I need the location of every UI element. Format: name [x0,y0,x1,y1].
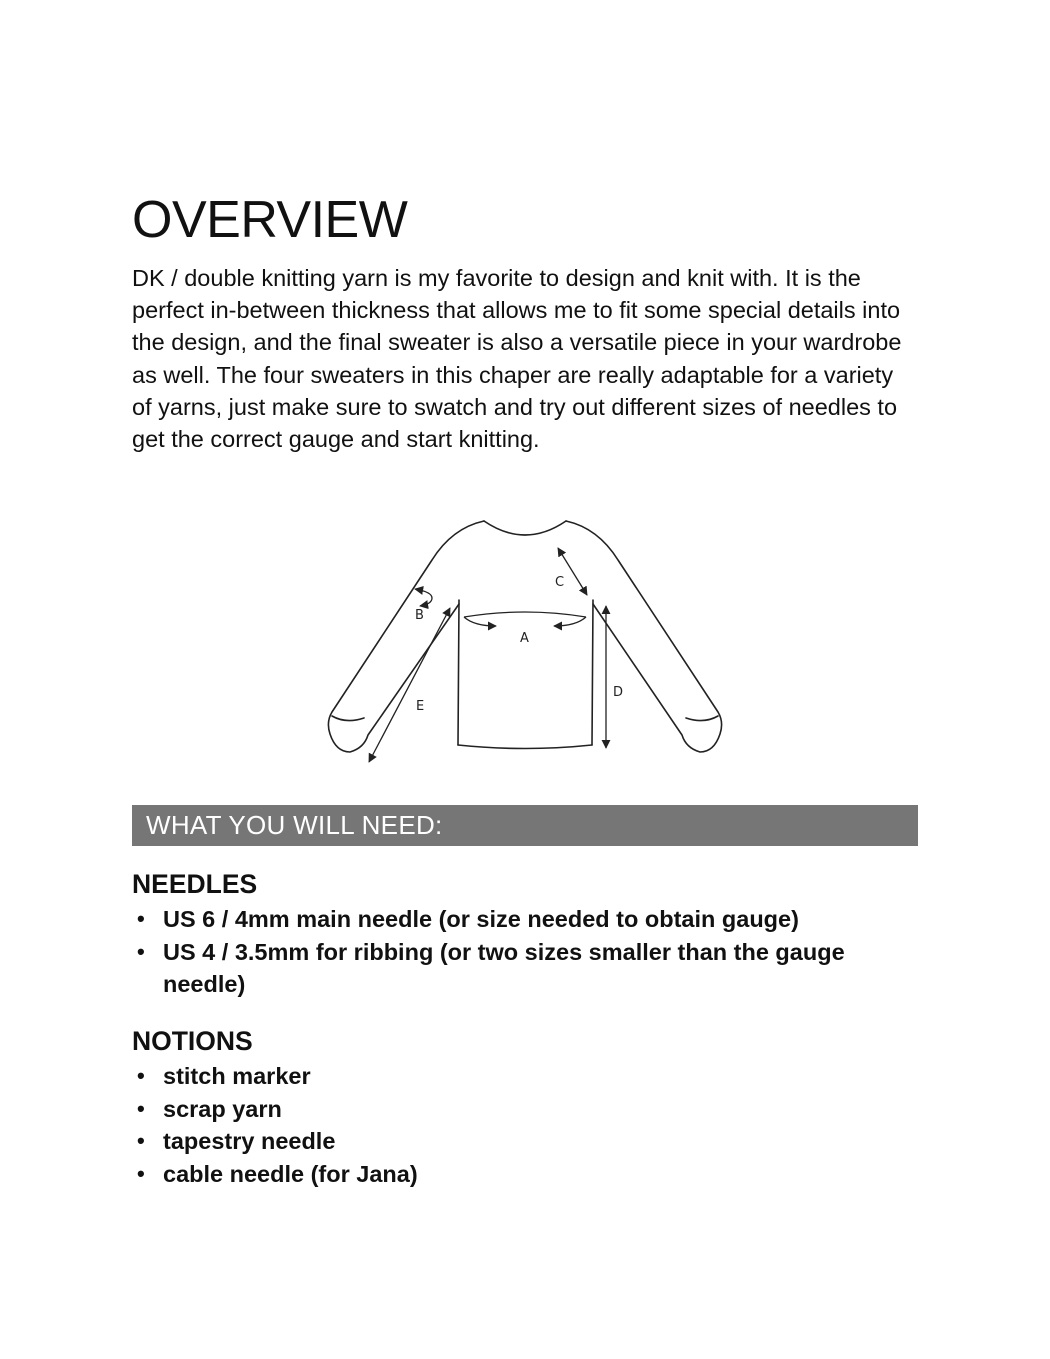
sweater-schematic [322,512,732,772]
label-e: E [416,699,425,714]
list-item: • scrap yarn [163,1093,918,1126]
needles-heading: NEEDLES [132,869,258,899]
neckline [484,521,566,535]
intro-paragraph: DK / double knitting yarn is my favorite to design and knit with. It is the perfect in-between thickness that allows me to fit some special details into the design, and the final sweater is also a versatile piece in your wardrobe as well. The four sweaters in this chaper are really adaptable for a variety of yarns, just make sure to swatch and try out different sizes of needles to get the correct gauge and start knitting. [132,265,902,453]
left-sleeve-outline [328,521,484,752]
list-item: • cable needle (for Jana) [163,1158,918,1191]
body-right-side [592,600,593,745]
label-c: C [555,575,565,590]
notions-list [132,1060,918,1190]
list-item: • tapestry needle [163,1125,918,1158]
right-sleeve-outline [566,521,722,752]
notions-heading: NOTIONS [132,1026,253,1056]
label-d: D [613,685,624,700]
body-hem [458,745,592,749]
body-left-side [458,600,459,745]
notions-section [132,1024,918,1190]
page-title: OVERVIEW [132,191,408,249]
section-bar: WHAT YOU WILL NEED: [132,805,918,846]
arrow-b [415,589,432,606]
list-item: • US 6 / 4mm main needle (or size needed to obtain gauge) [163,903,918,936]
list-item: • stitch marker [163,1060,918,1093]
arrow-a-left [464,617,496,626]
arrow-a-right [554,617,586,626]
label-b: B [415,608,424,623]
needles-section [132,867,918,1001]
label-a: A [520,631,529,646]
right-cuff [686,716,718,721]
left-cuff [332,716,364,721]
arrow-a-top [464,612,586,617]
arrow-e [369,608,450,762]
needles-list [132,903,918,1001]
list-item: • US 4 / 3.5mm for ribbing (or two sizes smaller than the gauge needle) [163,936,918,1001]
